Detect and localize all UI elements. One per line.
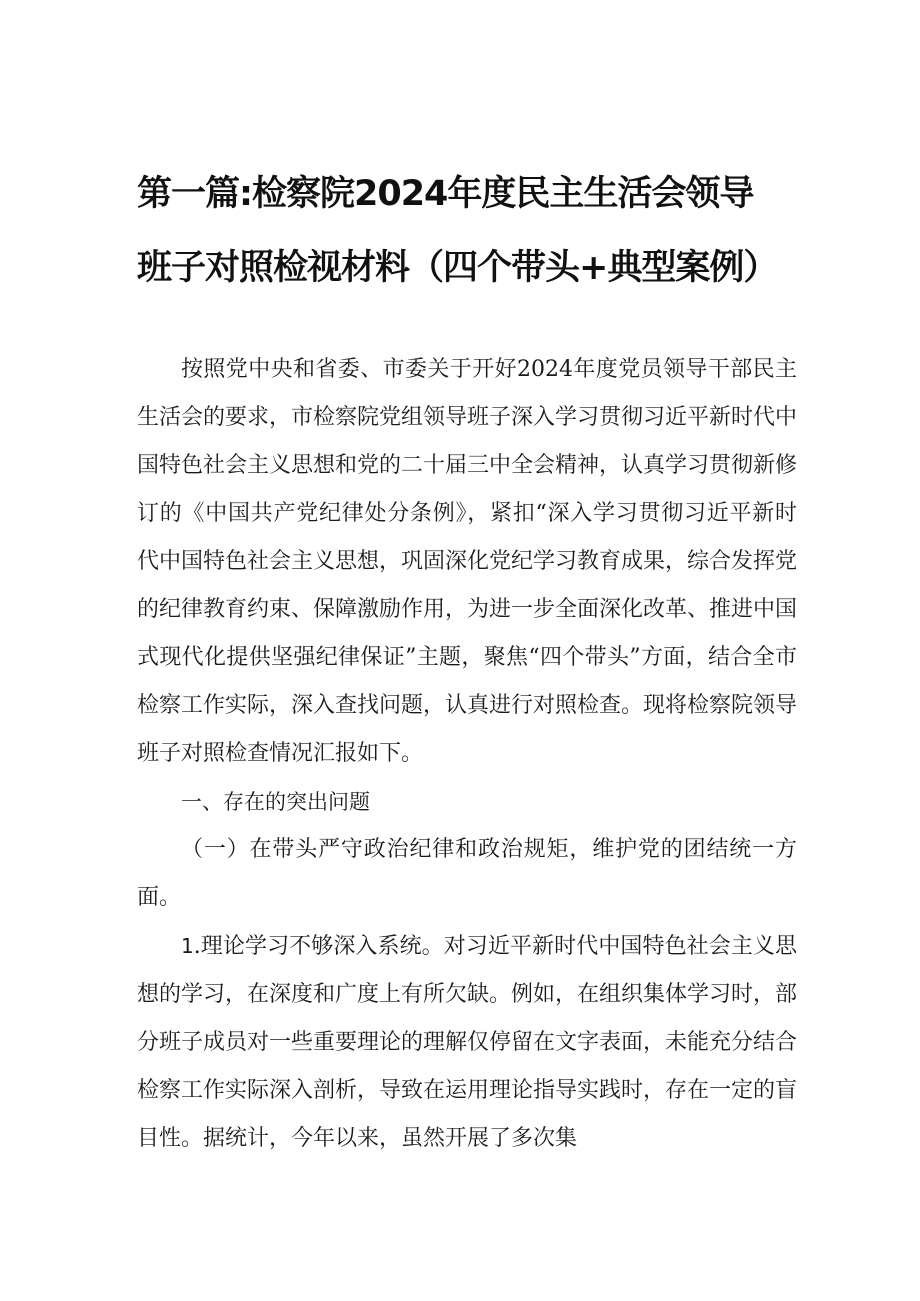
document-title-line-2: 班子对照检视材料（四个带头+典型案例）: [137, 248, 778, 288]
intro-paragraph-block: [137, 346, 797, 778]
section-heading: 一、存在的突出问题: [181, 790, 370, 814]
section-heading-block: [137, 778, 797, 826]
point-1-number: 1: [181, 934, 194, 958]
subsection-heading-block: [137, 826, 797, 922]
point-1-text: .理论学习不够深入系统。对习近平新时代中国特色社会主义思想的学习，在深度和广度上有所欠缺。例如，在组织集体学习时，部分班子成员对一些重要理论的理解仅停留在文字表面，未能充分结合检察工作实际深入剖析，导致在运用理论指导实践时，存在一定的盲目性。据统计，今年以来，虽然开展了多次集: [137, 934, 797, 1151]
document-title-line-1: 第一篇:检察院2024年度民主生活会领导: [137, 174, 754, 214]
subsection-heading: （一）在带头严守政治纪律和政治规矩，维护党的团结统一方面。: [137, 837, 797, 910]
intro-paragraph: 按照党中央和省委、市委关于开好2024年度党员领导干部民主生活会的要求，市检察院党组领导班子深入学习贯彻习近平新时代中国特色社会主义思想和党的二十届三中全会精神，认真学习贯彻新修订的《中国共产党纪律处分条例》，紧扣“深入学习贯彻习近平新时代中国特色社会主义思想，巩固深化党纪学习教育成果，综合发挥党的纪律教育约束、保障激励作用，为进一步全面深化改革、推进中国式现代化提供坚强纪律保证”主题，聚焦“四个带头”方面，结合全市检察工作实际，深入查找问题，认真进行对照检查。现将检察院领导班子对照检查情况汇报如下。: [137, 357, 797, 766]
point-1-block: [137, 922, 797, 1162]
point-1-paragraph: [137, 922, 797, 1162]
